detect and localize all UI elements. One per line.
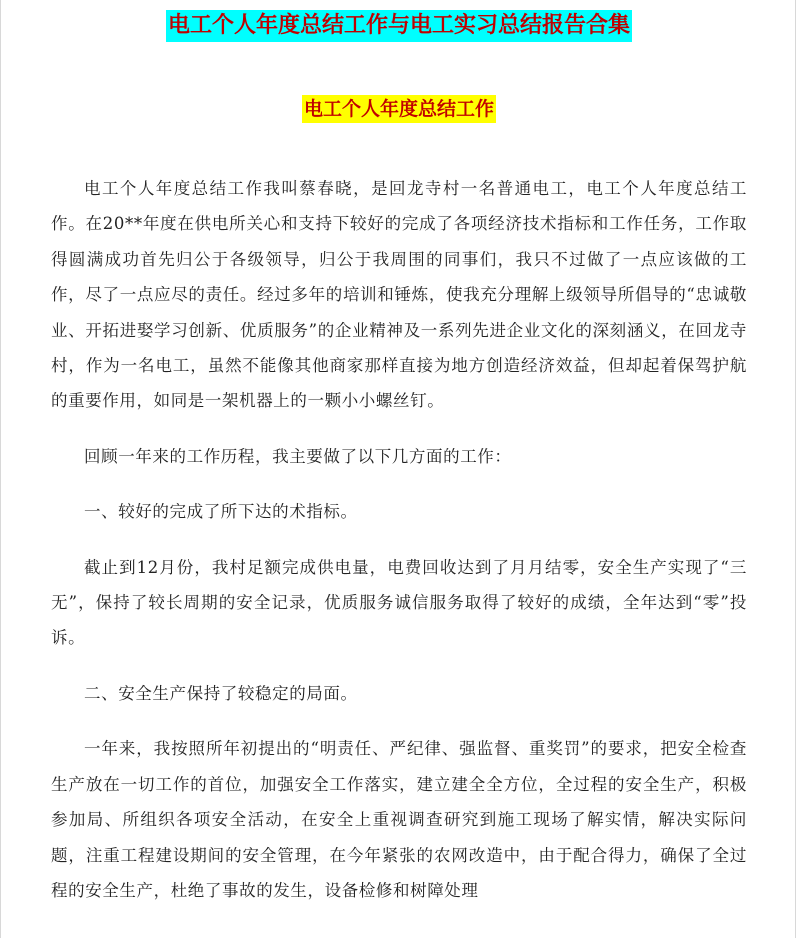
paragraph-item-two: 一年来，我按照所年初提出的“明责任、严纪律、强监督、重奖罚”的要求，把安全检查生产放在一切工作的首位，加强安全工作落实，建立建全全方位，全过程的安全生产，积极参加局、所组织各项安全活动，在安全上重视调查研究到施工现场了解实情，解决实际问题，注重工程建设期间的安全管理，在今年紧张的农网改造中，由于配合得力，确保了全过程的安全生产，杜绝了事故的发生，设备检修和树障处理 <box>51 739 747 900</box>
document-body <box>51 171 747 908</box>
paragraph-spacer <box>51 711 747 731</box>
document-title: 电工个人年度总结工作与电工实习总结报告合集 <box>166 10 632 42</box>
heading-item-two: 二、安全生产保持了较稳定的局面。 <box>84 683 358 703</box>
paragraph-spacer <box>51 656 747 676</box>
paragraph-spacer <box>51 474 747 494</box>
section-title: 电工个人年度总结工作 <box>302 95 496 123</box>
paragraph-spacer <box>51 530 747 550</box>
paragraph-intro: 电工个人年度总结工作我叫蔡春晓，是回龙寺村一名普通电工，电工个人年度总结工作。在20**年度在供电所关心和支持下较好的完成了各项经济技术指标和工作任务，工作取得圆满成功首先归公于各级领导，归公于我周围的同事们，我只不过做了一点应该做的工作，尽了一点应尽的责任。经过多年的培训和锤炼，使我充分理解上级领导所倡导的“忠诚敬业、开拓进娶学习创新、优质服务”的企业精神及一系列先进企业文化的深刻涵义，在回龙寺村，作为一名电工，虽然不能像其他商家那样直接为地方创造经济效益，但却起着保驾护航的重要作用，如同是一架机器上的一颗小小螺丝钉。 <box>51 179 747 411</box>
paragraph-item-one: 截止到12月份，我村足额完成供电量，电费回收达到了月月结零，安全生产实现了“三无”，保持了较长周期的安全记录，优质服务诚信服务取得了较好的成绩，全年达到“零”投诉。 <box>51 557 747 648</box>
document-title-row <box>1 10 796 42</box>
paragraph-spacer <box>51 419 747 439</box>
paragraph-review: 回顾一年来的工作历程，我主要做了以下几方面的工作： <box>84 446 512 466</box>
heading-item-one: 一、较好的完成了所下达的术指标。 <box>84 502 358 522</box>
section-title-row <box>1 95 796 123</box>
